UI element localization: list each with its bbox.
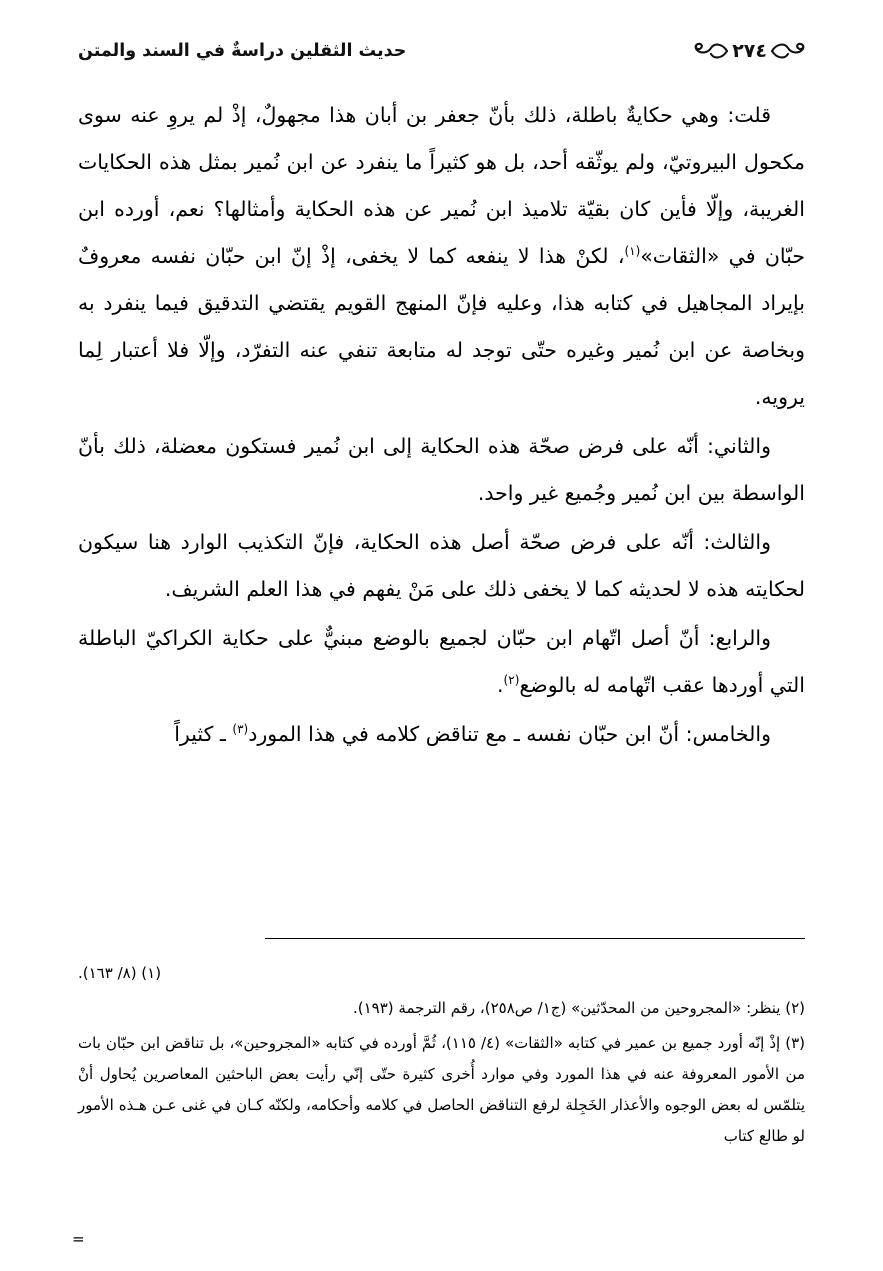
paragraph-1-text-a: قلت: وهي حكايةٌ باطلة، ذلك بأنّ جعفر بن أبان هذا مجهولٌ، إذْ لم يروِ عنه سوى مكحول البيروتيّ، ولم يوثّقه أحد، بل هو كثيراً ما ينفرد عن ابن نُمير بمثل هذه الحكايات الغريبة، وإلّا فأين كان بقيّة تلاميذ ابن نُمير عن هذه الحكاية وأمثالها؟ نعم، أورده ابن حبّان في «الثقات» xyxy=(78,103,805,268)
footnote-ref-1[interactable]: (١) xyxy=(624,244,641,259)
paragraph-5 xyxy=(78,711,805,758)
footnote-1: (١) (٨/ ١٦٣). xyxy=(78,964,162,982)
page-number: ٢٧٤ xyxy=(732,40,767,62)
continuation-mark: = xyxy=(72,1230,85,1248)
page-number-block xyxy=(694,40,805,62)
paragraph-1 xyxy=(78,92,805,421)
paragraph-5-text-a: والخامس: أنّ ابن حبّان نفسه ـ مع تناقض كلامه في هذا المورد xyxy=(248,722,771,746)
ornament-flourish-left-icon xyxy=(771,40,805,62)
footnote-block xyxy=(78,958,805,1156)
paragraph-2 xyxy=(78,423,805,517)
paragraph-4-period: . xyxy=(497,673,504,697)
paragraph-4 xyxy=(78,615,805,709)
paragraph-3-text: والثالث: أنّه على فرض صحّة أصل هذه الحكاية، فإنّ التكذيب الوارد هنا سيكون لحكايته هذه لا لحديثه كما لا يخفى ذلك على مَنْ يفهم في هذا العلم الشريف. xyxy=(78,530,805,601)
running-title: حديث الثقلين دراسةٌ في السند والمتن xyxy=(78,41,407,61)
footnote-ref-3[interactable]: (٣) xyxy=(232,722,249,737)
paragraph-3 xyxy=(78,519,805,613)
ornament-flourish-right-icon xyxy=(694,40,728,62)
paragraph-4-text: والرابع: أنّ أصل اتّهام ابن حبّان لجميع بالوضع مبنيٌّ على حكاية الكراكيّ الباطلة التي أوردها عقب اتّهامه له بالوضع xyxy=(78,626,805,697)
paragraph-2-text: والثاني: أنّه على فرض صحّة هذه الحكاية إلى ابن نُمير فستكون معضلة، ذلك بأنّ الواسطة بين ابن نُمير وجُميع غير واحد. xyxy=(78,434,805,505)
paragraph-1-text-b: ، لكنْ هذا لا ينفعه كما لا يخفى، إذْ إنّ ابن حبّان نفسه معروفٌ بإيراد المجاهيل في كتابه هذا، وعليه فإنّ المنهج القويم يقتضي التدقيق فيما ينفرد به وبخاصة عن ابن نُمير وغيره حتّى توجد له متابعة تنفي عنه التفرّد، وإلّا فلا أعتبار لِما يرويه. xyxy=(78,244,805,409)
footnote-3: (٣) إذْ إنّه أورد جميع بن عمير في كتابه «الثقات» (٤/ ١١٥)، ثُمَّ أورده في كتابه «المجروحين»، بل تناقض ابن حبّان بات من الأمور المعروفة عنه في هذا المورد وفي موارد أُخرى كثيرة حتّى إنّي رأيت بعض الباحثين المعاصرين يُحاول أنْ يتلمّس له بعض الوجوه والأعذار الخَجِلة لرفع التناقض الحاصل في كلامه وأحكامه، ولكنّه كـان في غنى عـن هـذه الأمور لو طالع كتاب xyxy=(78,1034,805,1145)
page-header xyxy=(78,30,805,72)
footnote-ref-2[interactable]: (٢) xyxy=(503,673,520,688)
paragraph-5-text-b: ـ كثيراً xyxy=(174,722,233,746)
footnote-2: (٢) ينظر: «المجروحين من المحدّثين» (ج١/ ص٢٥٨)، رقم الترجمة (١٩٣). xyxy=(353,999,805,1017)
page-body xyxy=(78,92,805,760)
footnote-separator xyxy=(265,938,805,939)
